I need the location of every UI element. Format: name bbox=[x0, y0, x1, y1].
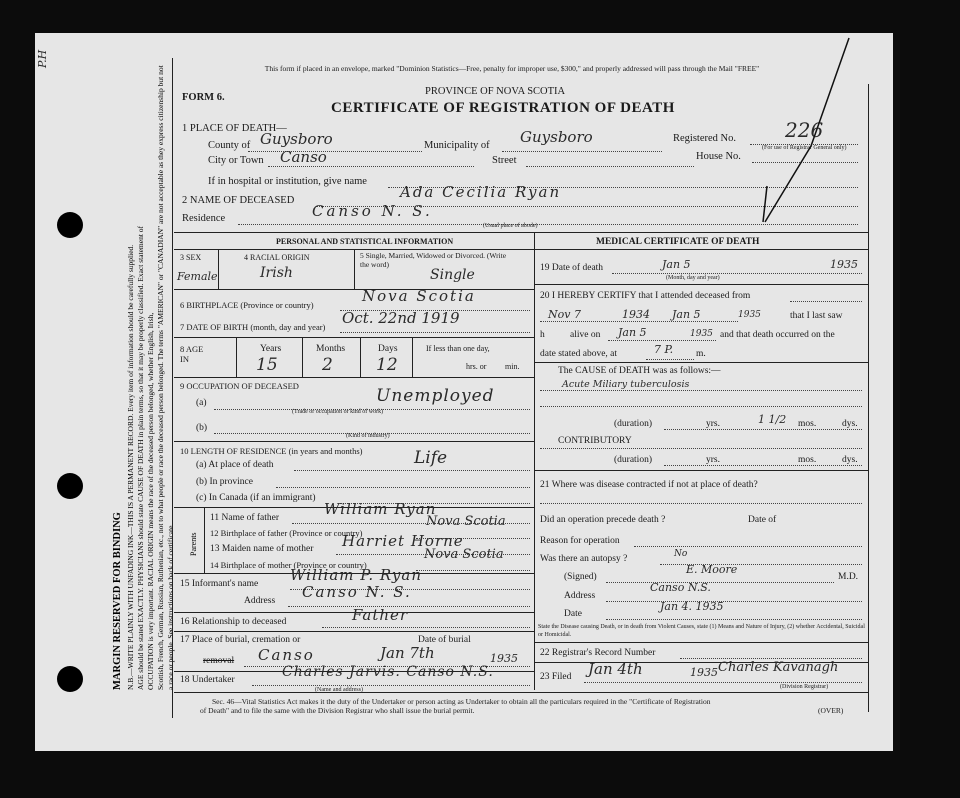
attended-from: Nov 7 bbox=[548, 308, 581, 321]
mother-bp-value: Nova Scotia bbox=[424, 547, 504, 562]
signed-label: (Signed) bbox=[564, 572, 597, 582]
hrs-label: hrs. or bbox=[466, 362, 487, 371]
operation-label: Did an operation precede death ? bbox=[540, 515, 666, 525]
undertaker-note: (Name and address) bbox=[315, 687, 363, 693]
months-label: Months bbox=[316, 344, 346, 354]
mail-notice: This form if placed in an envelope, marked "Dominion Statistics—Free, penalty for improper use, $300," and properly addressed will pass through the Mail "FREE" bbox=[264, 64, 760, 73]
form-right-border bbox=[868, 84, 869, 712]
undertaker-line bbox=[252, 685, 530, 686]
removal-label: removal bbox=[203, 656, 235, 666]
attended-to-year: 1935 bbox=[738, 310, 761, 320]
duration-line-2 bbox=[664, 465, 862, 466]
yrs-label-2: yrs. bbox=[706, 455, 720, 465]
father-bp-value: Nova Scotia bbox=[426, 514, 506, 529]
duration-label: (duration) bbox=[614, 419, 652, 429]
residence-length-label: 10 LENGTH OF RESIDENCE (in years and months) bbox=[180, 446, 363, 456]
personal-header: PERSONAL AND STATISTICAL INFORMATION bbox=[276, 237, 454, 246]
years-label: Years bbox=[260, 344, 282, 354]
footer-over: (OVER) bbox=[818, 706, 844, 715]
mos-label-2: mos. bbox=[798, 455, 817, 465]
row-contrib-line bbox=[534, 470, 868, 471]
residence-label: Residence bbox=[182, 213, 226, 224]
date2-line bbox=[606, 619, 862, 620]
punch-hole-top bbox=[57, 212, 83, 238]
signed-value: E. Moore bbox=[686, 563, 738, 576]
age-label: 8 AGE IN bbox=[180, 344, 204, 364]
in-province-line bbox=[276, 487, 530, 488]
filed-date: Jan 4th bbox=[588, 660, 643, 678]
mother-bp-label: 14 Birthplace of mother (Province or country) bbox=[210, 560, 367, 570]
cause-value: Acute Miliary tuberculosis bbox=[562, 379, 690, 390]
municipality-label: Municipality of bbox=[424, 140, 490, 151]
burial-year-value: 1935 bbox=[490, 652, 518, 665]
min-label: min. bbox=[505, 362, 520, 371]
margin-instruction-5: a race or people. See instructions on back of certificate. bbox=[166, 523, 175, 690]
birthplace-value: Nova Scotia bbox=[362, 287, 476, 305]
q23-line bbox=[584, 682, 862, 683]
racial-divider bbox=[354, 249, 355, 289]
county-line bbox=[248, 151, 422, 152]
dob-value: Oct. 22nd 1919 bbox=[342, 309, 460, 327]
attended-to: Jan 5 bbox=[672, 308, 701, 321]
death-date-line bbox=[612, 273, 862, 274]
occ-a-note: (Trade or occupation or kind of work) bbox=[292, 409, 384, 415]
duration-label-2: (duration) bbox=[614, 455, 652, 465]
dys-label-2: dys. bbox=[842, 455, 858, 465]
at-place-label: (a) At place of death bbox=[196, 460, 274, 470]
row16-line bbox=[174, 631, 534, 632]
duration-mos-value: 1 1/2 bbox=[758, 413, 787, 426]
op-date-label: Date of bbox=[748, 515, 777, 525]
column-divider bbox=[534, 232, 535, 690]
age-divider-4 bbox=[412, 337, 413, 377]
residence-value: Canso N. S. bbox=[312, 202, 433, 220]
sex-value: Female bbox=[177, 270, 218, 283]
age-divider-2 bbox=[302, 337, 303, 377]
address-line bbox=[606, 601, 862, 602]
sex-divider bbox=[218, 249, 219, 289]
registered-value: 226 bbox=[785, 118, 824, 142]
county-value: Guysboro bbox=[260, 130, 333, 148]
racial-label: 4 RACIAL ORIGIN bbox=[244, 253, 310, 262]
dys-label: dys. bbox=[842, 419, 858, 429]
municipality-value: Guysboro bbox=[520, 128, 593, 146]
days-label: Days bbox=[378, 344, 398, 354]
yrs-label: yrs. bbox=[706, 419, 720, 429]
parents-divider bbox=[204, 507, 205, 573]
margin-instruction-1: N.B.—WRITE PLAINLY WITH UNFADING INK—THIS IS A PERMANENT RECORD. Every item of information should be carefully supplied. bbox=[126, 244, 135, 690]
alive-on-label: alive on bbox=[570, 330, 601, 340]
autopsy-value: No bbox=[674, 549, 688, 559]
informant-label: 15 Informant's name bbox=[180, 579, 259, 589]
filed-year: 1935 bbox=[690, 666, 718, 679]
medical-header-line bbox=[534, 249, 868, 250]
row20-line bbox=[534, 362, 868, 363]
burial-date-value: Jan 7th bbox=[380, 644, 435, 662]
at-place-value: Life bbox=[414, 448, 448, 468]
footer-line-2: of Death" and to file the same with the Division Registrar who shall issue the burial permit. bbox=[200, 706, 475, 715]
street-label: Street bbox=[492, 155, 517, 166]
binding-margin-heading: MARGIN RESERVED FOR BINDING bbox=[112, 512, 123, 690]
violent-causes-note: State the Disease causing Death, or in death from Violent Causes, state (1) Means and Nature of Injury, (2) whether Accidental, Suicidal or Homicidal. bbox=[538, 624, 865, 638]
m-label: m. bbox=[696, 349, 706, 359]
occ-b-note: (Kind of industry) bbox=[346, 433, 390, 439]
registered-label: Registered No. bbox=[673, 133, 736, 144]
informant-address-line bbox=[288, 606, 530, 607]
row-medical-end bbox=[534, 642, 868, 643]
margin-instruction-3: OCCUPATION is very important. RACIAL ORIGIN means the race of the deceased person belonged, whether English, Irish, bbox=[146, 312, 155, 690]
date2-value: Jan 4. 1935 bbox=[660, 600, 724, 613]
county-label: County of bbox=[208, 140, 251, 151]
death-year-value: 1935 bbox=[830, 258, 858, 271]
body-top-line bbox=[174, 232, 868, 233]
q22-label: 22 Registrar's Record Number bbox=[540, 648, 656, 658]
alive-year: 1935 bbox=[690, 329, 713, 339]
burial-place-value: Canso bbox=[258, 646, 315, 664]
margin-instruction-4: Scottish, French, German, Russian, Ruthenian, etc., not to what people or race the deceased person belonged. The terms "AMERICAN" or "CANADIAN" are not acceptable as they express citizenship but not bbox=[156, 65, 165, 690]
dob-line bbox=[340, 332, 530, 333]
undertaker-label: 18 Undertaker bbox=[180, 675, 235, 685]
street-line bbox=[526, 166, 694, 167]
contributory-label: CONTRIBUTORY bbox=[558, 436, 632, 446]
alive-date: Jan 5 bbox=[618, 326, 647, 339]
marital-value: Single bbox=[430, 267, 475, 283]
city-value: Canso bbox=[280, 148, 327, 166]
cause-label: The CAUSE of DEATH was as follows:— bbox=[558, 366, 721, 376]
form-left-border bbox=[172, 58, 173, 718]
md-label: M.D. bbox=[838, 572, 859, 582]
cause-line-2 bbox=[540, 406, 862, 407]
burial-date-label: Date of burial bbox=[418, 635, 471, 645]
sex-label: 3 SEX bbox=[180, 253, 202, 262]
address-label: Address bbox=[564, 591, 596, 601]
in-canada-label: (c) In Canada (if an immigrant) bbox=[196, 493, 316, 503]
undertaker-value: Charles Jarvis. Canso N.S. bbox=[282, 664, 494, 680]
place-of-death-heading: 1 PLACE OF DEATH— bbox=[182, 123, 287, 134]
informant-value: William P. Ryan bbox=[290, 566, 422, 584]
from-line bbox=[540, 321, 738, 322]
province-heading: PROVINCE OF NOVA SCOTIA bbox=[425, 86, 566, 97]
mos-label: mos. bbox=[798, 419, 817, 429]
q21-line bbox=[540, 503, 862, 504]
relationship-value: Father bbox=[352, 606, 409, 624]
punch-hole-middle bbox=[57, 473, 83, 499]
occupation-value: Unemployed bbox=[376, 386, 495, 406]
death-occurred-label: and that death occurred on the bbox=[720, 330, 835, 340]
medical-header: MEDICAL CERTIFICATE OF DEATH bbox=[596, 237, 760, 247]
age-divider-1 bbox=[236, 337, 237, 377]
corner-mark: P.H bbox=[36, 49, 49, 68]
body-bottom-line bbox=[174, 692, 868, 693]
city-line bbox=[268, 166, 474, 167]
last-saw-label: that I last saw bbox=[790, 311, 843, 321]
name-label: 2 NAME OF DECEASED bbox=[182, 195, 295, 206]
informant-address-value: Canso N. S. bbox=[302, 583, 412, 601]
racial-value: Irish bbox=[260, 265, 293, 281]
informant-address-label: Address bbox=[244, 596, 276, 606]
time-line bbox=[646, 359, 694, 360]
less-day-label: If less than one day, bbox=[426, 344, 490, 353]
attended-from-year: 1934 bbox=[622, 308, 650, 321]
reason-line bbox=[634, 546, 862, 547]
certify-line bbox=[790, 301, 862, 302]
days-value: 12 bbox=[376, 355, 398, 375]
q22-line bbox=[680, 658, 862, 659]
hospital-label: If in hospital or institution, give name bbox=[208, 176, 367, 187]
date-above-label: date stated above, at bbox=[540, 349, 618, 359]
death-time: 7 P. bbox=[654, 343, 674, 356]
age-divider-3 bbox=[360, 337, 361, 377]
occ-b: (b) bbox=[196, 423, 208, 433]
alive-prefix: h bbox=[540, 330, 545, 340]
death-date-label: 19 Date of death bbox=[540, 263, 604, 273]
registrar-signature: Charles Kavanagh bbox=[718, 660, 839, 675]
q23-label: 23 Filed bbox=[540, 672, 572, 682]
relationship-label: 16 Relationship to deceased bbox=[180, 617, 287, 627]
father-value: William Ryan bbox=[324, 500, 437, 518]
residence-note: (Usual place of abode) bbox=[483, 223, 538, 229]
death-date-note: (Month, day and year) bbox=[666, 275, 720, 281]
burial-label: 17 Place of burial, cremation or bbox=[180, 635, 301, 645]
row7-line bbox=[174, 337, 534, 338]
autopsy-label: Was there an autopsy ? bbox=[540, 554, 628, 564]
father-label: 11 Name of father bbox=[210, 513, 280, 523]
relationship-line bbox=[322, 627, 530, 628]
contributory-line bbox=[540, 448, 862, 449]
registrar-note: (For use of Registrar General only) bbox=[762, 145, 847, 151]
years-value: 15 bbox=[256, 355, 278, 375]
mother-label: 13 Maiden name of mother bbox=[210, 544, 314, 554]
cause-line-1 bbox=[540, 390, 862, 391]
months-value: 2 bbox=[322, 355, 333, 375]
occupation-label: 9 OCCUPATION OF DECEASED bbox=[180, 381, 299, 391]
date2-label: Date bbox=[564, 609, 582, 619]
mother-value: Harriet Horne bbox=[342, 532, 464, 550]
deceased-name: Ada Cecilia Ryan bbox=[400, 183, 562, 201]
duration-line bbox=[664, 429, 862, 430]
father-bp-label: 12 Birthplace of father (Province or country) bbox=[210, 528, 363, 538]
form-number: FORM 6. bbox=[182, 92, 225, 103]
house-label: House No. bbox=[696, 151, 741, 162]
address-value: Canso N.S. bbox=[650, 581, 711, 594]
signed-line bbox=[606, 582, 834, 583]
certificate-title: CERTIFICATE OF REGISTRATION OF DEATH bbox=[331, 100, 675, 116]
q21-label: 21 Where was disease contracted if not at place of death? bbox=[540, 480, 758, 490]
division-registrar-note: (Division Registrar) bbox=[780, 684, 829, 690]
at-place-line bbox=[294, 470, 530, 471]
footer-line-1: Sec. 46—Vital Statistics Act makes it the duty of the Undertaker or person acting as Undertaker to obtain all the particulars required in the "Certificate of Registration bbox=[212, 697, 711, 706]
parents-label: Parents bbox=[189, 532, 198, 556]
punch-hole-bottom bbox=[57, 666, 83, 692]
row9-line bbox=[174, 441, 534, 442]
checkmark-slash bbox=[745, 36, 855, 226]
certify-label: 20 I HEREBY CERTIFY that I attended deceased from bbox=[540, 291, 751, 301]
in-province-label: (b) In province bbox=[196, 477, 253, 487]
city-label: City or Town bbox=[208, 155, 264, 166]
row8-line bbox=[174, 377, 534, 378]
municipality-line bbox=[502, 151, 662, 152]
alive-line bbox=[608, 340, 716, 341]
reason-label: Reason for operation bbox=[540, 536, 620, 546]
margin-instruction-2: AGE should be stated EXACTLY. PHYSICIANS should state CAUSE OF DEATH in plain terms, so that it may be properly classified. Exact statement of bbox=[136, 225, 145, 690]
birthplace-label: 6 BIRTHPLACE (Province or country) bbox=[180, 300, 314, 310]
marital-label: 5 Single, Married, Widowed or Divorced. (Write the word) bbox=[360, 251, 507, 269]
dob-label: 7 DATE OF BIRTH (month, day and year) bbox=[180, 322, 326, 332]
occ-a: (a) bbox=[196, 398, 207, 408]
row19-line bbox=[534, 284, 868, 285]
row3-line bbox=[174, 289, 534, 290]
death-date-value: Jan 5 bbox=[662, 258, 691, 271]
mother-bp-line bbox=[416, 570, 530, 571]
